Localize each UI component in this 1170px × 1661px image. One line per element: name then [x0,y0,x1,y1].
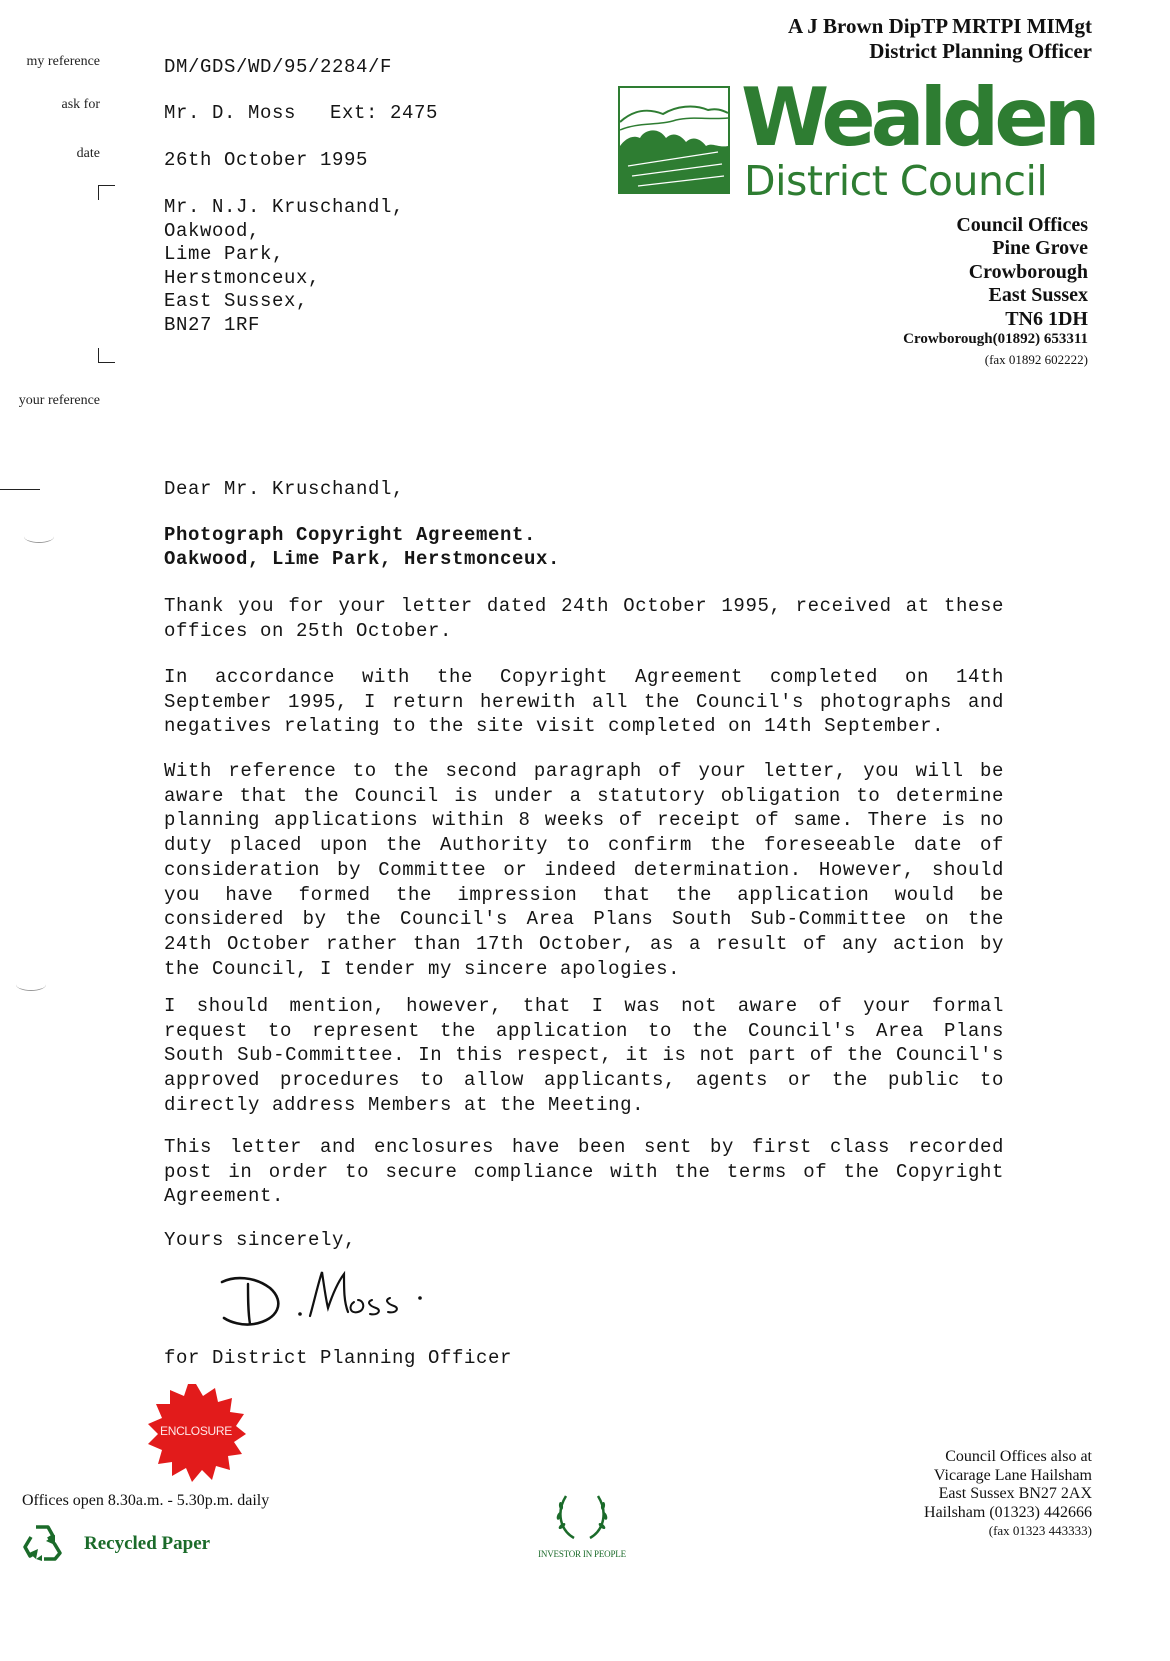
label-my-reference: my reference [26,54,100,69]
other-office-line: Vicarage Lane Hailsham [933,1466,1092,1484]
paragraph-3: With reference to the second paragraph of your letter, you will be aware that the Council is under a statutory obligation to determine planning applications within 8 weeks of receipt of same. There is no duty placed upon the Authority to confirm the foreseeable date of consideration by Committee or indeed determination. However, should you have formed the impression that the application would be considered by the Council's Area Plans South Sub-Committee on the 24th October rather than 17th October, as a result of any action by the Council, I tender my sincere apologies. [164,760,1004,980]
signoff: for District Planning Officer [164,1347,513,1369]
officer-name: A J Brown DipTP MRTPI MIMgt [788,14,1092,38]
recipient-line: Lime Park, [164,243,285,265]
recycled-paper-label: Recycled Paper [84,1533,211,1554]
salutation: Dear Mr. Kruschandl, [164,478,405,500]
paragraph-5: This letter and enclosures have been sent by first class recorded post in order to secure compliance with the terms of the Copyright Agreement. [164,1136,1004,1208]
label-your-reference: your reference [18,393,100,408]
letter-date: 26th October 1995 [164,149,369,171]
office-hours: Offices open 8.30a.m. - 5.30p.m. daily [22,1492,270,1509]
handwritten-signature [214,1262,434,1332]
enclosure-stamp-text: ENCLOSURE [160,1424,232,1438]
recipient-line: Mr. N.J. Kruschandl, [164,196,405,218]
address-line: Crowborough [968,260,1088,283]
reference-number: DM/GDS/WD/95/2284/F [164,56,393,78]
recipient-line: Oakwood, [164,219,261,242]
logo-subtitle: District Council [744,157,1048,205]
other-office-line: Council Offices also at [945,1448,1092,1465]
other-office-line: (fax 01323 443333) [988,1523,1092,1538]
closing: Yours sincerely, [164,1229,357,1251]
paragraph-1: Thank you for your letter dated 24th October 1995, received at these offices on 25th October. [164,595,1004,642]
corner-mark-bottom [98,348,115,363]
paragraph-4: I should mention, however, that I was not aware of your formal request to represent the application to the Council's Area Plans South Sub-Committee. In this respect, it is not part of the Council's approved procedures to allow applicants, agents or the public to directly address Members at the Meeting. [164,995,1004,1116]
recipient-address [164,196,404,337]
investor-in-people-label: INVESTOR IN PEOPLE [538,1549,626,1559]
punch-mark-bottom [16,978,46,991]
other-offices-address [924,1448,1092,1541]
other-office-line: East Sussex BN27 2AX [938,1485,1092,1502]
council-phone: Crowborough(01892) 653311 [903,331,1088,347]
enclosure-stamp [146,1382,246,1482]
subject-line: Photograph Copyright Agreement. [164,524,537,546]
label-date: date [76,146,100,161]
address-line: Council Offices [956,214,1088,236]
address-line: East Sussex [988,284,1088,307]
council-fax: (fax 01892 602222) [984,352,1088,367]
other-office-line: Hailsham (01323) 442666 [924,1503,1092,1521]
contact-name: Mr. D. Moss [164,102,297,124]
recipient-line: BN27 1RF [164,313,261,336]
address-line: Pine Grove [992,237,1088,260]
corner-mark-top [98,185,115,200]
punch-mark-top [24,530,54,543]
recipient-line: Herstmonceux, [164,266,321,289]
address-line: TN6 1DH [1005,307,1088,330]
subject-line: Oakwood, Lime Park, Herstmonceux. [164,547,561,570]
recipient-line: East Sussex, [164,290,309,312]
contact-extension: Ext: 2475 [330,102,439,124]
logo-wordmark: Wealden [741,71,1096,164]
officer-title: District Planning Officer [869,39,1092,63]
council-address [956,214,1088,331]
label-ask-for: ask for [61,97,100,112]
laurel-wreath-icon [552,1486,612,1546]
fold-mark [0,489,40,490]
council-logo-emblem [618,86,730,194]
recycle-icon [22,1523,62,1561]
subject-heading [164,524,560,571]
paragraph-2: In accordance with the Copyright Agreement completed on 14th September 1995, I return herewith all the Council's photographs and negatives relating to the site visit completed on 14th September. [164,666,1004,738]
